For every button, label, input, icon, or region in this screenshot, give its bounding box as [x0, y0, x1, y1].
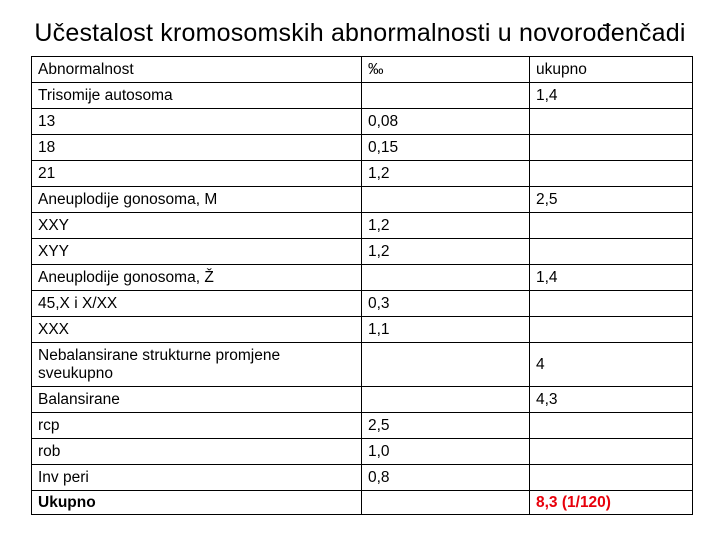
category-row [32, 265, 693, 291]
header-total: ukupno [530, 57, 693, 83]
category-permille-empty [362, 387, 530, 413]
category-total: 4,3 [530, 387, 693, 413]
row-total-empty [530, 317, 693, 343]
row-label: 13 [32, 109, 362, 135]
total-value: 8,3 (1/120) [530, 491, 693, 515]
slide-title: Učestalost kromosomskih abnormalnosti u novorođenčadi [34, 19, 686, 47]
category-label: Nebalansirane strukturne promjene sveukupno [32, 343, 362, 387]
row-label: rob [32, 439, 362, 465]
row-permille: 1,1 [362, 317, 530, 343]
category-label: Aneuplodije gonosoma, M [32, 187, 362, 213]
header-row [32, 57, 693, 83]
row-label: XXX [32, 317, 362, 343]
category-row [32, 387, 693, 413]
row-label: rcp [32, 413, 362, 439]
row-total-empty [530, 161, 693, 187]
category-permille-empty [362, 265, 530, 291]
category-permille-empty [362, 83, 530, 109]
row-total-empty [530, 291, 693, 317]
row-label: XXY [32, 213, 362, 239]
row-permille: 1,2 [362, 213, 530, 239]
category-total: 1,4 [530, 83, 693, 109]
table-row [32, 413, 693, 439]
row-total-empty [530, 413, 693, 439]
table-row [32, 465, 693, 491]
row-total-empty [530, 239, 693, 265]
row-label: 45,X i X/XX [32, 291, 362, 317]
category-total: 2,5 [530, 187, 693, 213]
category-permille-empty [362, 187, 530, 213]
table-body [32, 57, 693, 515]
category-label: Trisomije autosoma [32, 83, 362, 109]
row-permille: 1,0 [362, 439, 530, 465]
row-permille: 2,5 [362, 413, 530, 439]
row-total-empty [530, 109, 693, 135]
row-label: 18 [32, 135, 362, 161]
abnormality-table [31, 56, 693, 515]
total-permille-empty [362, 491, 530, 515]
total-label: Ukupno [32, 491, 362, 515]
row-total-empty [530, 465, 693, 491]
category-total: 4 [530, 343, 693, 387]
total-row [32, 491, 693, 515]
table-row [32, 135, 693, 161]
category-total: 1,4 [530, 265, 693, 291]
table-row [32, 239, 693, 265]
category-label: Balansirane [32, 387, 362, 413]
row-permille: 0,3 [362, 291, 530, 317]
row-total-empty [530, 135, 693, 161]
row-permille: 1,2 [362, 161, 530, 187]
category-row [32, 187, 693, 213]
row-label: Inv peri [32, 465, 362, 491]
table-row [32, 291, 693, 317]
category-row [32, 83, 693, 109]
row-label: XYY [32, 239, 362, 265]
row-permille: 0,8 [362, 465, 530, 491]
row-total-empty [530, 213, 693, 239]
category-permille-empty [362, 343, 530, 387]
row-total-empty [530, 439, 693, 465]
header-abnormality: Abnormalnost [32, 57, 362, 83]
table-row [32, 213, 693, 239]
table-row [32, 439, 693, 465]
table-row [32, 109, 693, 135]
category-label: Aneuplodije gonosoma, Ž [32, 265, 362, 291]
row-permille: 1,2 [362, 239, 530, 265]
table-row [32, 161, 693, 187]
row-permille: 0,08 [362, 109, 530, 135]
table-row [32, 317, 693, 343]
category-row [32, 343, 693, 387]
row-permille: 0,15 [362, 135, 530, 161]
header-permille: ‰ [362, 57, 530, 83]
row-label: 21 [32, 161, 362, 187]
